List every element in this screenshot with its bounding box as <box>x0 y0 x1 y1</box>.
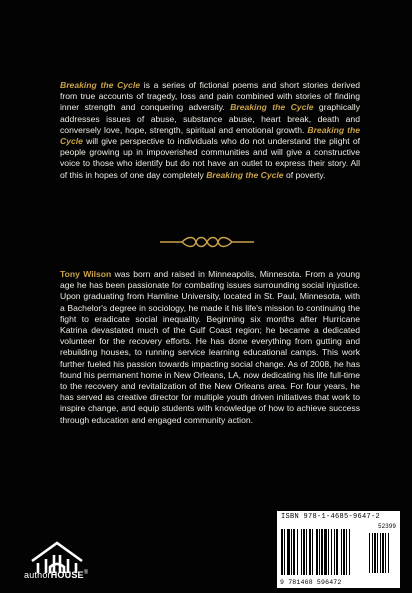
author-bio <box>60 269 360 426</box>
author-bio-text: was born and raised in Minneapolis, Minnesota. From a young age he has been passionate for combating issues surrounding social injustice. Upon graduating from Hamline University, located in St. Paul, Minnesota, with a Bachelor's degree in sociology, he made it his life's mission to continuing the fight to eradicate social inequality. Beginning six months after Hurricane Katrina devastated much of the Gulf Coast region; he became a dedicated volunteer for the recovery efforts. He has done everything from gutting and rebuilding houses, to running service learning educational camps. This work further fueled his passion towards impacting social change. As of 2008, he has found his permanent home in New Orleans, LA, now dedicating his life full-time to the recovery and revitalization of the New Orleans area. For four years, he has served as creative director for multiple youth driven initiatives that work to inspire change, and equip students with knowledge of how to achieve success through education and engaged community action. <box>60 269 360 425</box>
barcode-bar <box>293 529 295 575</box>
barcode-addon-bar <box>388 533 389 573</box>
barcode-addon-bar <box>385 533 386 573</box>
description-text-2: graphically addresses issues of abuse, substance abuse, heart break, death and conversely love, hope, strength, spiritual and emotional growth. <box>60 102 361 135</box>
barcode-addon-bar <box>380 533 381 573</box>
barcode-bar <box>319 529 320 575</box>
isbn-barcode <box>277 511 400 588</box>
barcode-bar <box>284 529 285 575</box>
title-phrase-2: Breaking the Cycle <box>230 102 314 113</box>
ornament-divider-icon <box>160 235 254 249</box>
title-phrase-1: Breaking the Cycle <box>60 80 141 90</box>
barcode-bar <box>336 529 338 575</box>
barcode-bar <box>343 529 345 575</box>
title-phrase-3: Breaking the Cycle <box>60 124 360 147</box>
barcode-bar <box>328 529 329 575</box>
barcode-bar <box>341 529 342 575</box>
barcode-bar <box>303 529 305 575</box>
barcode-bar <box>331 529 332 575</box>
barcode-addon-bar <box>382 533 384 573</box>
barcode-bar <box>321 529 323 575</box>
barcode-bar <box>346 529 347 575</box>
barcode-bar <box>316 529 318 575</box>
description-text-4: of poverty. <box>283 169 326 180</box>
barcode-addon-bar <box>377 533 378 573</box>
book-description <box>60 80 360 181</box>
barcode-bar <box>297 529 298 575</box>
barcode-bar <box>287 529 290 575</box>
barcode-bar <box>291 529 292 575</box>
barcode-bar <box>301 529 302 575</box>
publisher-name-part2: HOUSE <box>50 570 84 580</box>
barcode-addon-bar <box>369 533 370 573</box>
barcode-addon-bar <box>372 533 373 573</box>
barcode-bar <box>324 529 327 575</box>
price-code: 52399 <box>377 523 396 530</box>
description-text-1: is a series of fictional poems and short stories derived from true accounts of tragedy, loss and pain combined with stories of finding inner strength and conquering adversity. <box>60 80 361 113</box>
publisher-wordmark <box>24 570 88 580</box>
title-phrase-4: Breaking the Cycle <box>206 169 284 180</box>
barcode-bar <box>334 529 335 575</box>
barcode-bar <box>306 529 307 575</box>
registered-mark: ® <box>83 570 89 576</box>
description-text-3: will give perspective to individuals who do not understand the plight of people growing up in impoverished communities and will give a constructive voice to those who identify but do not have an outlet to express their story. All of this in hopes of one day completely <box>60 136 360 180</box>
barcode-bar <box>312 529 313 575</box>
barcode-digits: 9 781468 596472 <box>280 579 342 586</box>
barcode-bars <box>281 529 396 575</box>
barcode-bar <box>281 529 283 575</box>
publisher-name-part1: author <box>24 570 51 580</box>
barcode-bar <box>309 529 311 575</box>
isbn-label: ISBN 978-1-4685-9647-2 <box>281 513 381 521</box>
author-name: Tony Wilson <box>60 269 112 279</box>
barcode-addon-bar <box>374 533 376 573</box>
barcode-bar <box>349 529 350 575</box>
